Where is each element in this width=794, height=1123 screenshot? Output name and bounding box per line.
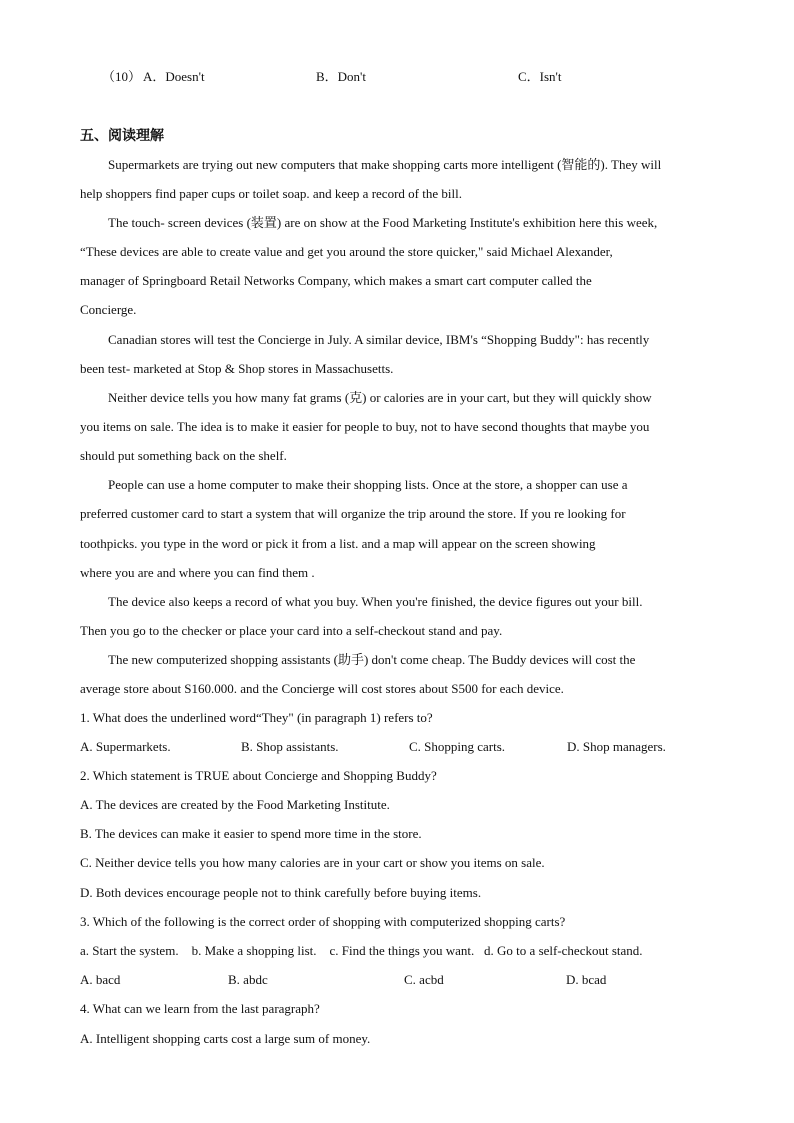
passage-line: “These devices are able to create value and get you around the store quicker," said Michael Alexander, xyxy=(80,244,613,259)
q2-option-d: D. Both devices encourage people not to think carefully before buying items. xyxy=(80,885,482,900)
question-3-text: 3. Which of the following is the correct order of shopping with computerized shopping carts? xyxy=(80,914,566,929)
passage-line: The device also keeps a record of what you buy. When you're finished, the device figures out your bill. xyxy=(108,594,643,609)
passage-line: manager of Springboard Retail Networks Company, which makes a smart cart computer called the xyxy=(80,273,592,288)
question-2-text: 2. Which statement is TRUE about Concierge and Shopping Buddy? xyxy=(80,768,437,783)
q3-option-a: A. bacd xyxy=(80,972,121,987)
passage-line: Canadian stores will test the Concierge in July. A similar device, IBM's “Shopping Buddy": has recently xyxy=(108,332,650,347)
q10-option-b: B．Don't xyxy=(316,69,367,84)
passage-line: where you are and where you can find them . xyxy=(80,565,315,580)
q1-option-c: C. Shopping carts. xyxy=(409,739,506,754)
q1-option-b: B. Shop assistants. xyxy=(241,739,339,754)
section-title: 五、阅读理解 xyxy=(80,128,164,144)
q3-option-b: B. abdc xyxy=(228,972,268,987)
passage-line: The new computerized shopping assistants (助手) don't come cheap. The Buddy devices will cost the xyxy=(108,652,636,667)
q1-option-d: D. Shop managers. xyxy=(567,739,666,754)
q3-option-d: D. bcad xyxy=(566,972,607,987)
passage-line: average store about S160.000. and the Concierge will cost stores about S500 for each device. xyxy=(80,681,564,696)
q10-number: （10） xyxy=(102,69,142,84)
q2-option-c: C. Neither device tells you how many calories are in your cart or show you items on sale. xyxy=(80,855,545,870)
q3-option-c: C. acbd xyxy=(404,972,444,987)
passage-line: Neither device tells you how many fat grams (克) or calories are in your cart, but they will quickly show xyxy=(108,390,652,405)
passage-line: People can use a home computer to make their shopping lists. Once at the store, a shopper can use a xyxy=(108,477,628,492)
passage-line: should put something back on the shelf. xyxy=(80,448,287,463)
q2-option-a: A. The devices are created by the Food Marketing Institute. xyxy=(80,797,390,812)
q10-option-a: A．Doesn't xyxy=(143,69,205,84)
passage-line: Concierge. xyxy=(80,302,137,317)
question-1-text: 1. What does the underlined word“They" (in paragraph 1) refers to? xyxy=(80,710,433,725)
passage-line: Then you go to the checker or place your card into a self-checkout stand and pay. xyxy=(80,623,503,638)
passage-line: been test- marketed at Stop & Shop stores in Massachusetts. xyxy=(80,361,394,376)
passage-line: The touch- screen devices (装置) are on show at the Food Marketing Institute's exhibition here this week, xyxy=(108,215,658,230)
passage-line: preferred customer card to start a system that will organize the trip around the store. If you re looking for xyxy=(80,506,626,521)
q2-option-b: B. The devices can make it easier to spend more time in the store. xyxy=(80,826,422,841)
q4-option-a: A. Intelligent shopping carts cost a large sum of money. xyxy=(80,1031,371,1046)
passage-line: toothpicks. you type in the word or pick it from a list. and a map will appear on the screen showing xyxy=(80,536,596,551)
passage-line: Supermarkets are trying out new computers that make shopping carts more intelligent (智能的). They will xyxy=(108,157,662,172)
passage-line: help shoppers find paper cups or toilet soap. and keep a record of the bill. xyxy=(80,186,462,201)
q1-option-a: A. Supermarkets. xyxy=(80,739,171,754)
q3-steps: a. Start the system. b. Make a shopping list. c. Find the things you want. d. Go to a self-checkout stand. xyxy=(80,943,643,958)
q10-option-c: C．Isn't xyxy=(518,69,562,84)
passage-line: you items on sale. The idea is to make it easier for people to buy, not to have second thoughts that maybe you xyxy=(80,419,650,434)
question-4-text: 4. What can we learn from the last paragraph? xyxy=(80,1001,320,1016)
